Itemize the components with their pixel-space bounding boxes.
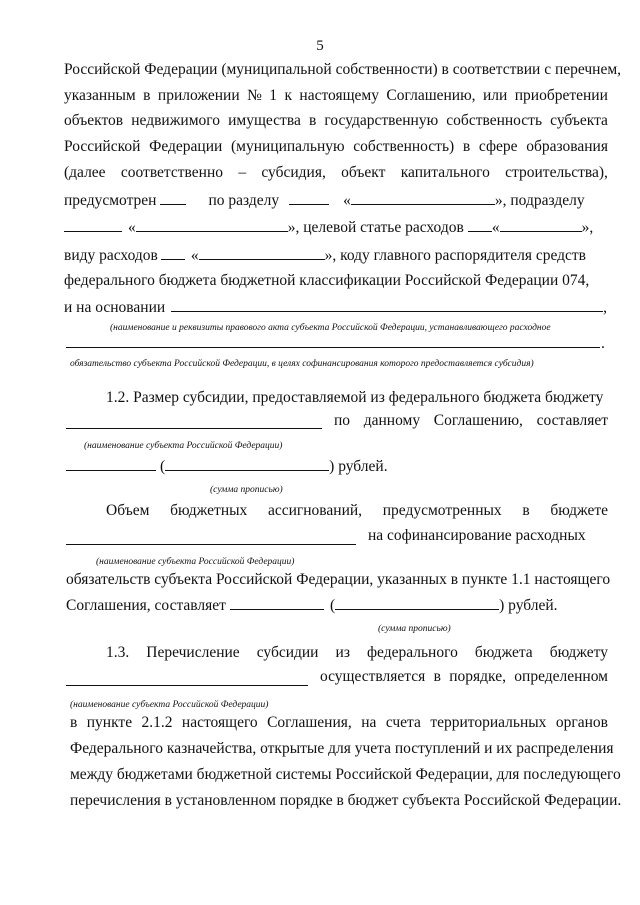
text-line (64, 217, 608, 238)
fill-blank (199, 245, 325, 260)
clause-1-2-text: 1.2. Размер субсидии, предоставляемой из федерального бюджета бюджету (106, 389, 604, 406)
fill-blank (500, 217, 582, 232)
word: бюджету (549, 644, 608, 661)
text-line: между бюджетами бюджетной системы Российской Федерации, для последующего (70, 766, 621, 783)
text-line: Федерального казначейства, открытые для учета поступлений и их распределения (70, 740, 614, 757)
text-line (64, 297, 607, 318)
word: собственность (446, 112, 543, 129)
word: Российской (64, 138, 141, 155)
field-caption: (сумма прописью) (210, 485, 283, 495)
word: счета (385, 714, 421, 731)
text-line: Российской Федерации (муниципальной собственности) в соответствии с перечнем, (64, 61, 622, 78)
fill-blank (161, 245, 185, 260)
end-dot: . (601, 335, 605, 352)
fill-blank (335, 595, 499, 610)
word: (муниципальную (230, 138, 345, 155)
word: или (482, 87, 508, 104)
word: федерального (367, 644, 458, 661)
label-text: виду расходов (64, 247, 158, 264)
word: Федерации (149, 138, 223, 155)
label-text: ( (160, 458, 166, 475)
fill-blank (66, 456, 156, 471)
word: в (522, 502, 530, 519)
word: имущества (228, 112, 301, 129)
quote-mark: « (343, 192, 351, 209)
word: 1.3. (106, 644, 130, 661)
field-caption: (наименование субъекта Российской Федерации) (84, 441, 283, 451)
text-line: на софинансирование расходных (368, 527, 586, 544)
word: приложении (157, 87, 240, 104)
fill-blank (165, 456, 329, 471)
fill-line (66, 428, 322, 429)
fill-blank (64, 217, 122, 232)
fill-blank (351, 190, 495, 205)
text-line (64, 111, 608, 131)
word: объект (341, 164, 386, 181)
fill-blank (171, 297, 603, 312)
label-text: Соглашения, составляет (66, 597, 226, 614)
word: Объем (106, 502, 150, 519)
word: предусмотренных (382, 502, 502, 519)
text-line (334, 411, 608, 431)
field-caption: (наименование и реквизиты правового акта субъекта Российской Федерации, устанавливающего расходное (110, 323, 551, 333)
quote-mark: « (190, 247, 199, 264)
text-line (64, 137, 608, 157)
label-text: ) рублей. (329, 458, 388, 475)
label-text: », коду главного распорядителя средств (324, 247, 586, 264)
text-line (106, 501, 608, 521)
quote-mark: « (128, 219, 136, 236)
field-caption: обязательство субъекта Российской Федерации, в целях софинансирования которого предоставляется субсидия) (70, 359, 534, 369)
word: Соглашению, (386, 87, 476, 104)
word: органов (555, 714, 608, 731)
text-line: перечисления в установленном порядке в бюджет субъекта Российской Федерации. (70, 792, 622, 809)
word: к (284, 87, 292, 104)
fill-line (66, 544, 356, 545)
text-line: федерального бюджета бюджетной классификации Российской Федерации 074, (64, 272, 590, 289)
fill-line (66, 347, 600, 348)
field-caption: (наименование субъекта Российской Федерации) (96, 557, 295, 567)
word: территориальных (430, 714, 547, 731)
word: 1 (269, 87, 278, 104)
word: объектов (64, 112, 124, 129)
word: Перечисление (146, 644, 240, 661)
word: настоящего (181, 714, 258, 731)
text-line (64, 163, 608, 183)
label-text: », (581, 219, 594, 236)
word: строительства), (505, 164, 608, 181)
label-text: Соглашению, (433, 412, 523, 429)
word: порядке, (449, 668, 506, 685)
word: субсидии (256, 644, 319, 661)
word: в (70, 714, 78, 731)
word: указанным (64, 87, 136, 104)
word: № (247, 87, 262, 104)
text-line (320, 667, 608, 687)
label-text: ) рублей. (499, 597, 558, 614)
word: капитального (400, 164, 490, 181)
label-text: данному (363, 412, 421, 429)
fill-blank (289, 190, 329, 205)
text-line (64, 245, 586, 266)
word: бюджетных (170, 502, 248, 519)
label-text: , (603, 299, 608, 316)
word: Соглашения, (267, 714, 352, 731)
label-text: предусмотрен (64, 192, 157, 209)
label-text: по разделу (208, 192, 280, 209)
clause-1-3-text (106, 643, 608, 663)
field-caption: (наименование субъекта Российской Федерации) (70, 700, 269, 710)
word: в (143, 87, 151, 104)
word: государственную (324, 112, 439, 129)
word: в (308, 112, 317, 129)
word: на (361, 714, 377, 731)
word: определенном (514, 668, 608, 685)
word: настоящему (299, 87, 379, 104)
text-line (64, 86, 608, 106)
label-text: составляет (536, 412, 608, 429)
word: субсидия, (261, 164, 326, 181)
label-text: », подразделу (494, 192, 585, 209)
word: в (433, 668, 441, 685)
label-text: ( (329, 597, 336, 614)
fill-blank (230, 595, 324, 610)
text-line (64, 190, 608, 211)
word: субъекта (550, 112, 608, 129)
word: бюджете (550, 502, 608, 519)
word: – (238, 164, 247, 181)
field-caption: (сумма прописью) (378, 624, 451, 634)
word: бюджета (474, 644, 533, 661)
word: осуществляется (320, 668, 426, 685)
label-text: по (334, 412, 351, 429)
word: ассигнований, (267, 502, 363, 519)
quote-mark: « (491, 219, 500, 236)
text-line (66, 595, 558, 616)
word: недвижимого (131, 112, 220, 129)
word: образования (526, 138, 608, 155)
word: собственность) (353, 138, 455, 155)
word: 2.1.2 (141, 714, 173, 731)
fill-blank (468, 217, 492, 232)
fill-blank (136, 217, 288, 232)
label-text: и на основании (64, 299, 166, 316)
label-text: », целевой статье расходов (287, 219, 464, 236)
word: (далее (64, 164, 106, 181)
word: сфере (478, 138, 518, 155)
text-line: обязательств субъекта Российской Федерации, указанных в пункте 1.1 настоящего (66, 571, 611, 588)
word: соответственно (120, 164, 223, 181)
word: в (462, 138, 471, 155)
word: пункте (86, 714, 133, 731)
text-line (66, 456, 388, 477)
fill-blank (160, 190, 186, 205)
text-line (70, 713, 608, 733)
fill-line (66, 685, 308, 686)
page-number: 5 (316, 38, 324, 54)
word: приобретении (514, 87, 608, 104)
word: из (335, 644, 350, 661)
